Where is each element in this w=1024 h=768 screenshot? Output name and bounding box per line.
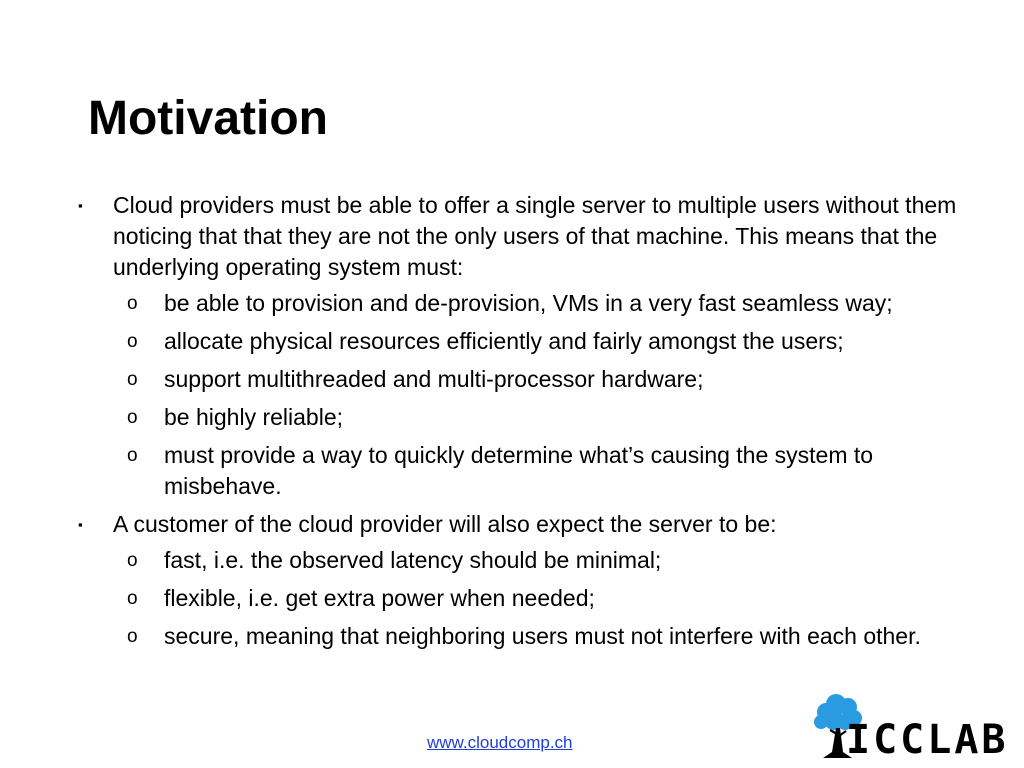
sub-item-text: be able to provision and de-provision, VMs in a very fast seamless way; [164, 290, 893, 316]
square-bullet-icon: ▪ [78, 517, 83, 532]
slide-content [72, 190, 972, 659]
bullet-text: Cloud providers must be able to offer a single server to multiple users without them noticing that that they are not the only users of that machine. This means that the underlying operating system must: [113, 192, 957, 280]
sub-item-text: must provide a way to quickly determine what’s causing the system to misbehave. [164, 442, 874, 499]
sub-item [72, 288, 972, 319]
circle-bullet-icon: o [127, 550, 138, 571]
sub-item [72, 545, 972, 576]
icclab-logo [812, 694, 1018, 763]
circle-bullet-icon: o [127, 626, 138, 647]
circle-bullet-icon: o [127, 445, 138, 466]
sub-item-text: fast, i.e. the observed latency should be minimal; [164, 547, 662, 573]
sub-item [72, 402, 972, 433]
logo-wordmark: ICCLAB [846, 717, 1009, 763]
circle-bullet-icon: o [127, 293, 138, 314]
sub-item-text: secure, meaning that neighboring users must not interfere with each other. [164, 623, 921, 649]
bullet-item [72, 190, 972, 283]
circle-bullet-icon: o [127, 588, 138, 609]
bullet-text: A customer of the cloud provider will also expect the server to be: [113, 511, 777, 537]
sub-item-text: be highly reliable; [164, 404, 344, 430]
sub-item [72, 583, 972, 614]
circle-bullet-icon: o [127, 331, 138, 352]
sub-item-text: allocate physical resources efficiently and fairly amongst the users; [164, 328, 844, 354]
sub-item [72, 621, 972, 652]
footer-website-link[interactable]: www.cloudcomp.ch [427, 733, 573, 752]
sub-list [72, 545, 972, 652]
sub-item-text: flexible, i.e. get extra power when needed; [164, 585, 595, 611]
sub-item [72, 326, 972, 357]
sub-item-text: support multithreaded and multi-processor hardware; [164, 366, 704, 392]
sub-list [72, 288, 972, 502]
sub-item [72, 440, 972, 502]
circle-bullet-icon: o [127, 369, 138, 390]
circle-bullet-icon: o [127, 407, 138, 428]
square-bullet-icon: ▪ [78, 198, 83, 213]
slide-title: Motivation [88, 92, 328, 145]
sub-item [72, 364, 972, 395]
bullet-item [72, 509, 972, 540]
